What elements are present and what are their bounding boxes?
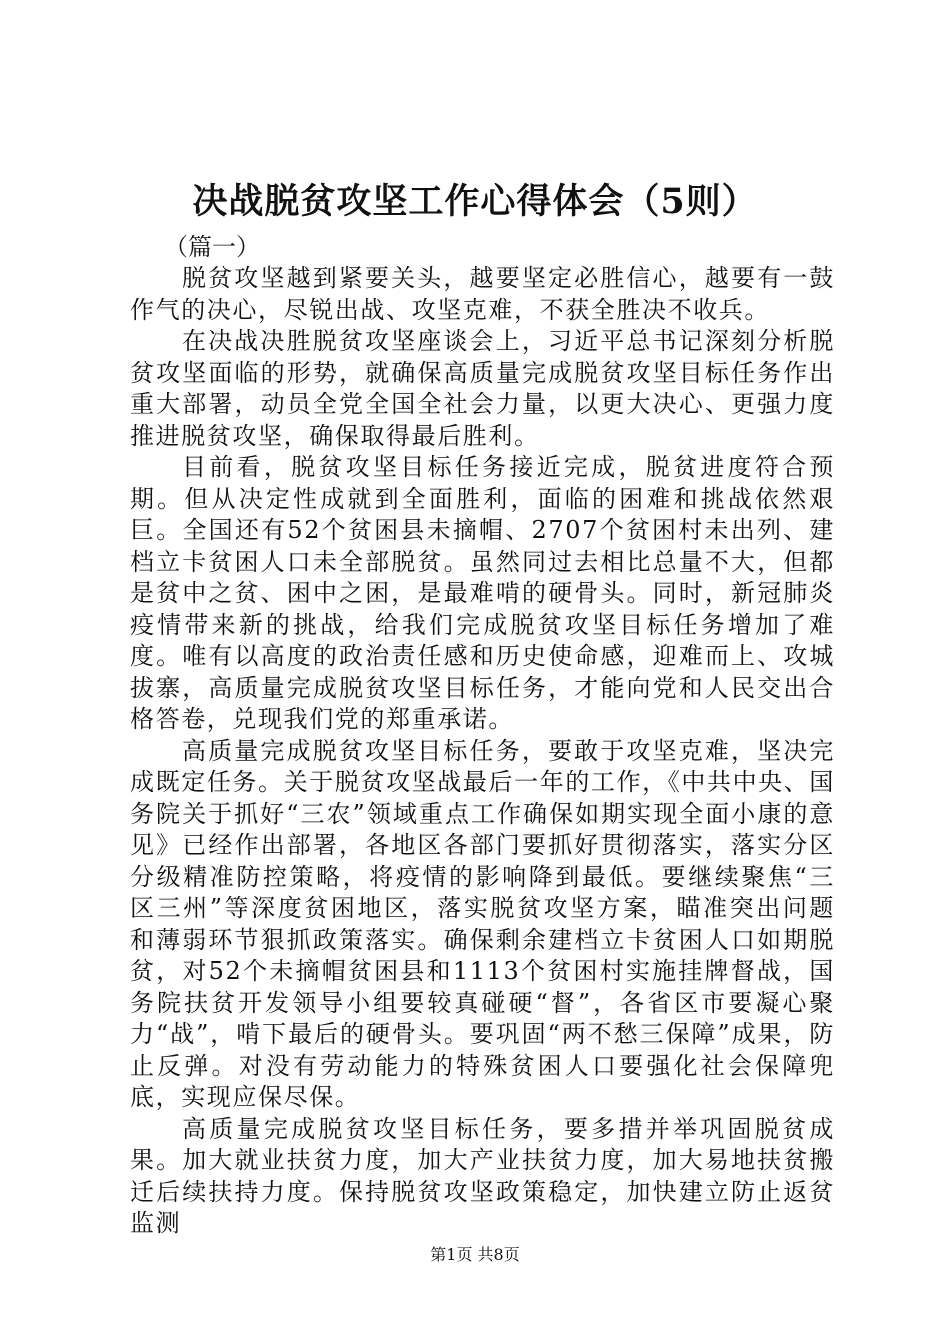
paragraph: 高质量完成脱贫攻坚目标任务，要多措并举巩固脱贫成果。加大就业扶贫力度，加大产业扶贫力度，加大易地扶贫搬迁后续扶持力度。保持脱贫攻坚政策稳定，加快建立防止返贫监测 [130, 1114, 835, 1237]
paragraph: 脱贫攻坚越到紧要关头，越要坚定必胜信心，越要有一鼓作气的决心，尽锐出战、攻坚克难，不获全胜决不收兵。 [130, 264, 835, 324]
paragraph: 目前看，脱贫攻坚目标任务接近完成，脱贫进度符合预期。但从决定性成就到全面胜利，面临的困难和挑战依然艰巨。全国还有52个贫困县未摘帽、2707个贫困村未出列、建档立卡贫困人口未全部脱贫。虽然同过去相比总量不大，但都是贫中之贫、困中之困，是最难啃的硬骨头。同时，新冠肺炎疫情带来新的挑战，给我们完成脱贫攻坚目标任务增加了难度。唯有以高度的政治责任感和历史使命感，迎难而上、攻城拔寨，高质量完成脱贫攻坚目标任务，才能向党和人民交出合格答卷，兑现我们党的郑重承诺。 [130, 453, 835, 733]
section-label: （篇一） [164, 233, 260, 261]
page-footer: 第1页 共8页 [430, 1245, 520, 1264]
document-title: 决战脱贫攻坚工作心得体会（5则） [192, 181, 758, 222]
document-body [130, 232, 835, 1240]
paragraph: 在决战决胜脱贫攻坚座谈会上，习近平总书记深刻分析脱贫攻坚面临的形势，就确保高质量完成脱贫攻坚目标任务作出重大部署，动员全党全国全社会力量，以更大决心、更强力度推进脱贫攻坚，确保取得最后胜利。 [130, 327, 835, 450]
paragraph: 高质量完成脱贫攻坚目标任务，要敢于攻坚克难，坚决完成既定任务。关于脱贫攻坚战最后一年的工作，《中共中央、国务院关于抓好“三农”领域重点工作确保如期实现全面小康的意见》已经作出部署，各地区各部门要抓好贯彻落实，落实分区分级精准防控策略，将疫情的影响降到最低。要继续聚焦“三区三州”等深度贫困地区，落实脱贫攻坚方案，瞄准突出问题和薄弱环节狠抓政策落实。确保剩余建档立卡贫困人口如期脱贫，对52个未摘帽贫困县和1113个贫困村实施挂牌督战，国务院扶贫开发领导小组要较真碰硬“督”，各省区市要凝心聚力“战”，啃下最后的硬骨头。要巩固“两不愁三保障”成果，防止反弹。对没有劳动能力的特殊贫困人口要强化社会保障兜底，实现应保尽保。 [130, 736, 835, 1111]
